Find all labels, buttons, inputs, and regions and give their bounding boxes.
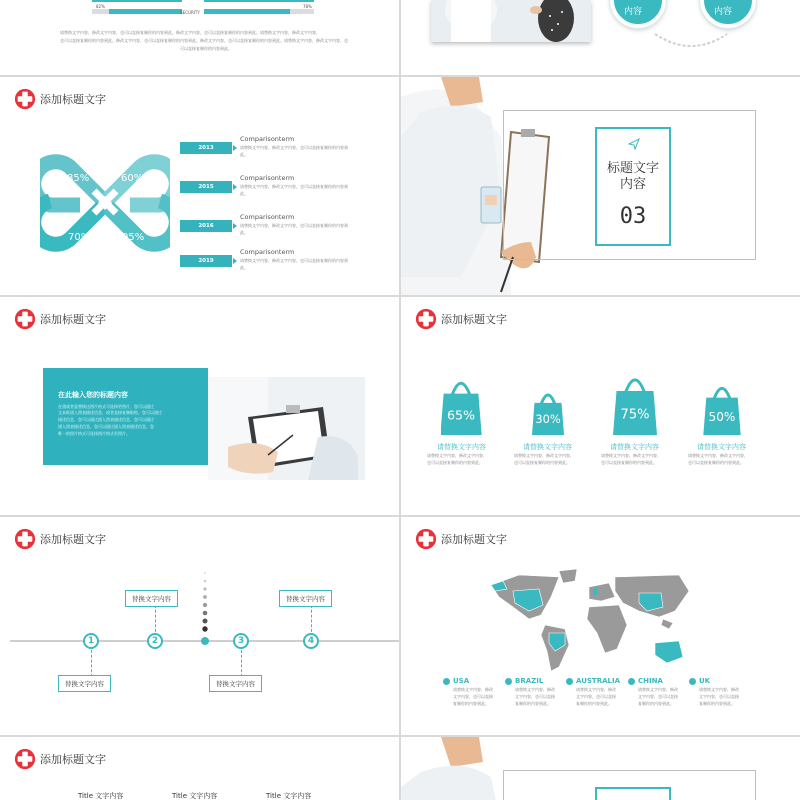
bag-desc-1a: 请替换文字内容，修改文字内容， <box>427 453 487 458</box>
dash-1 <box>91 650 92 677</box>
bag-value-4: 50% <box>708 409 736 424</box>
bag-caption-2: 请替换文字内容 <box>523 443 572 451</box>
panel-line-3: 描述信息，您可以通过插入图表描述信息，您可以通过 <box>58 417 154 422</box>
title-col-1: Title 文字内容 <box>78 792 124 800</box>
header-title: 添加标题文字 <box>40 533 106 546</box>
legend-uk-desc-1: 请替换文字内容，修改 <box>699 687 739 692</box>
legend-australia-desc-2: 文字内容，也可以直接 <box>576 694 616 699</box>
bag-caption-4: 请替换文字内容 <box>697 443 746 451</box>
step-box-1: 替换文字内容 <box>58 675 111 692</box>
bar-fill-right <box>204 9 290 14</box>
bag-caption-1: 请替换文字内容 <box>437 443 486 451</box>
bar-top-left <box>92 0 182 2</box>
item-desc-2b: 此。 <box>240 191 248 196</box>
card-title-1: 标题文字 <box>606 161 660 176</box>
bag-desc-2b: 也可以直接复制你的内容到此。 <box>514 460 570 465</box>
year-box-2: 2015 <box>180 181 232 193</box>
red-cross-icon <box>415 528 437 550</box>
slide-header <box>415 307 507 331</box>
slide-header <box>415 527 507 551</box>
red-cross-icon <box>14 308 36 330</box>
legend-china-desc-3: 复制你的内容到此。 <box>638 701 674 706</box>
legend-uk: UK <box>689 677 710 685</box>
slide-header <box>14 87 106 111</box>
red-cross-icon <box>415 308 437 330</box>
step-1: 1 <box>83 633 99 649</box>
slide-thumb-10[interactable] <box>401 737 800 800</box>
slide-header <box>14 527 106 551</box>
slide-thumb-2[interactable] <box>401 0 800 75</box>
dash-3 <box>241 650 242 677</box>
item-desc-2a: 请替换文字内容，修改文字内容，也可以直接复制你的内容到 <box>240 184 348 189</box>
legend-brazil-desc-1: 请替换文字内容，修改 <box>515 687 555 692</box>
item-title-4: Comparisonterm <box>240 248 295 256</box>
bag-desc-4a: 请替换文字内容，修改文字内容， <box>688 453 748 458</box>
bag-value-3: 75% <box>620 407 650 423</box>
world-map-icon <box>489 567 694 677</box>
bag-caption-3: 请替换文字内容 <box>610 443 659 451</box>
bag-desc-4b: 也可以直接复制你的内容到此。 <box>688 460 744 465</box>
legend-uk-desc-3: 复制你的内容到此。 <box>699 701 735 706</box>
item-desc-1b: 此。 <box>240 152 248 157</box>
bar-fill-left <box>109 9 182 14</box>
panel-line-5: 唯一的图片格式可选择图片格式更图片。 <box>58 431 130 436</box>
step-3: 3 <box>233 633 249 649</box>
year-box-3: 2016 <box>180 220 232 232</box>
doctor-photo-icon <box>431 0 591 42</box>
legend-usa: USA <box>443 677 469 685</box>
quadrant-tl: 85% <box>67 173 90 184</box>
header-title: 添加标题文字 <box>40 753 106 766</box>
header-title: 添加标题文字 <box>441 533 507 546</box>
slide-thumb-6[interactable] <box>401 297 800 515</box>
photo-frame <box>431 0 591 42</box>
legend-china: CHINA <box>628 677 663 685</box>
item-title-3: Comparisonterm <box>240 213 295 221</box>
quadrant-br: 95% <box>122 232 145 243</box>
body-line-3: 可以直接复制你的内容到此。 <box>180 46 232 51</box>
arrow-2 <box>233 184 237 190</box>
circle-left-label: 内容 <box>624 7 643 17</box>
legend-china-desc-1: 请替换文字内容，修改 <box>638 687 678 692</box>
arrow-3 <box>233 223 237 229</box>
slide-thumb-8[interactable] <box>401 517 800 735</box>
year-box-1: 2013 <box>180 142 232 154</box>
legend-uk-desc-2: 文字内容，也可以直接 <box>699 694 739 699</box>
panel-title: 在此输入您的标题内容 <box>58 391 128 399</box>
step-box-2: 替换文字内容 <box>125 590 178 607</box>
legend-australia: AUSTRALIA <box>566 677 620 685</box>
item-title-2: Comparisonterm <box>240 174 295 182</box>
legend-australia-desc-3: 复制你的内容到此。 <box>576 701 612 706</box>
title-card <box>595 787 671 800</box>
legend-usa-desc-1: 请替换文字内容，修改 <box>453 687 493 692</box>
bag-value-1: 65% <box>446 407 476 423</box>
bar-top-right <box>204 0 314 2</box>
legend-australia-desc-1: 请替换文字内容，修改 <box>576 687 616 692</box>
slide-thumb-7[interactable] <box>0 517 399 735</box>
percent-right: 78% <box>303 4 312 9</box>
slide-header <box>14 307 106 331</box>
arrow-4 <box>233 258 237 264</box>
panel-line-4: 插入图表描述信息，您可以通过插入图表描述信息，您 <box>58 424 154 429</box>
red-cross-icon <box>14 88 36 110</box>
step-4: 4 <box>303 633 319 649</box>
item-desc-4a: 请替换文字内容，修改文字内容，也可以直接复制你的内容到 <box>240 258 348 263</box>
step-2: 2 <box>147 633 163 649</box>
header-title: 添加标题文字 <box>441 313 507 326</box>
slide-thumb-9[interactable] <box>0 737 399 800</box>
legend-usa-desc-3: 复制你的内容到此。 <box>453 701 489 706</box>
legend-brazil: BRAZIL <box>505 677 543 685</box>
header-title: 添加标题文字 <box>40 93 106 106</box>
panel-line-1: 在建或者是替换这图片格式可选择更图片，您可以通过 <box>58 404 154 409</box>
bags-chart <box>441 363 761 439</box>
security-label: SECURITY <box>180 10 200 15</box>
dots-column <box>200 569 210 639</box>
legend-usa-desc-2: 文字内容，也可以直接 <box>453 694 493 699</box>
slide-thumb-5[interactable] <box>0 297 399 515</box>
clover-graphic <box>40 145 170 260</box>
slide-thumb-4[interactable] <box>401 77 800 295</box>
title-col-3: Title 文字内容 <box>266 792 312 800</box>
dash-4 <box>311 605 312 632</box>
item-desc-3a: 请替换文字内容，修改文字内容，也可以直接复制你的内容到 <box>240 223 348 228</box>
bag-desc-1b: 也可以直接复制你的内容到此。 <box>427 460 483 465</box>
body-line-1: 请替换文字内容，修改文字内容，也可以直接复制你的内容到此。修改文字内容，也可以直接复制你的内容到此。请替换文字内容，修改文字内容， <box>60 30 320 35</box>
quadrant-bl: 70% <box>68 232 91 243</box>
bag-3 <box>613 380 657 435</box>
red-cross-icon <box>14 748 36 770</box>
quadrant-tr: 60% <box>121 173 144 184</box>
item-desc-1a: 请替换文字内容，修改文字内容，也可以直接复制你的内容到 <box>240 145 348 150</box>
circle-right-label: 内容 <box>714 7 733 17</box>
bag-desc-3b: 也可以直接复制你的内容到此。 <box>601 460 657 465</box>
title-col-2: Title 文字内容 <box>172 792 218 800</box>
bag-2 <box>532 395 564 435</box>
legend-china-desc-2: 文字内容，也可以直接 <box>638 694 678 699</box>
item-desc-3b: 此。 <box>240 230 248 235</box>
bag-value-2: 30% <box>535 411 561 426</box>
year-box-4: 2019 <box>180 255 232 267</box>
header-title: 添加标题文字 <box>40 313 106 326</box>
bag-desc-3a: 请替换文字内容，修改文字内容， <box>601 453 661 458</box>
panel-line-2: 文本框插入图表描述信息，或者直接复制粘贴，您可以通过 <box>58 410 162 415</box>
legend-brazil-desc-2: 文字内容，也可以直接 <box>515 694 555 699</box>
paper-plane-icon <box>628 138 640 150</box>
center-dot <box>201 637 209 645</box>
bag-4 <box>703 388 740 435</box>
item-title-1: Comparisonterm <box>240 135 295 143</box>
slide-thumb-1[interactable] <box>0 0 399 75</box>
slide-header <box>14 747 106 771</box>
step-box-3: 替换文字内容 <box>209 675 262 692</box>
body-line-2: 也可以直接复制你的内容到此。修改文字内容，也可以直接复制你的内容到此。修改文字内容，也可以直接复制你的内容到此。请替换文字内容，修改文字内容，也 <box>60 38 348 43</box>
slide-thumb-3[interactable] <box>0 77 399 295</box>
card-title-2: 内容 <box>619 177 647 192</box>
percent-left: 82% <box>96 4 105 9</box>
bag-1 <box>441 383 482 435</box>
bag-desc-2a: 请替换文字内容，修改文字内容， <box>514 453 574 458</box>
clipboard-photo-icon <box>208 377 365 480</box>
connector-arc <box>651 28 731 52</box>
step-box-4: 替换文字内容 <box>279 590 332 607</box>
arrow-1 <box>233 145 237 151</box>
red-cross-icon <box>14 528 36 550</box>
card-number: 03 <box>619 204 647 229</box>
item-desc-4b: 此。 <box>240 265 248 270</box>
dash-2 <box>155 605 156 632</box>
legend-brazil-desc-3: 复制你的内容到此。 <box>515 701 551 706</box>
